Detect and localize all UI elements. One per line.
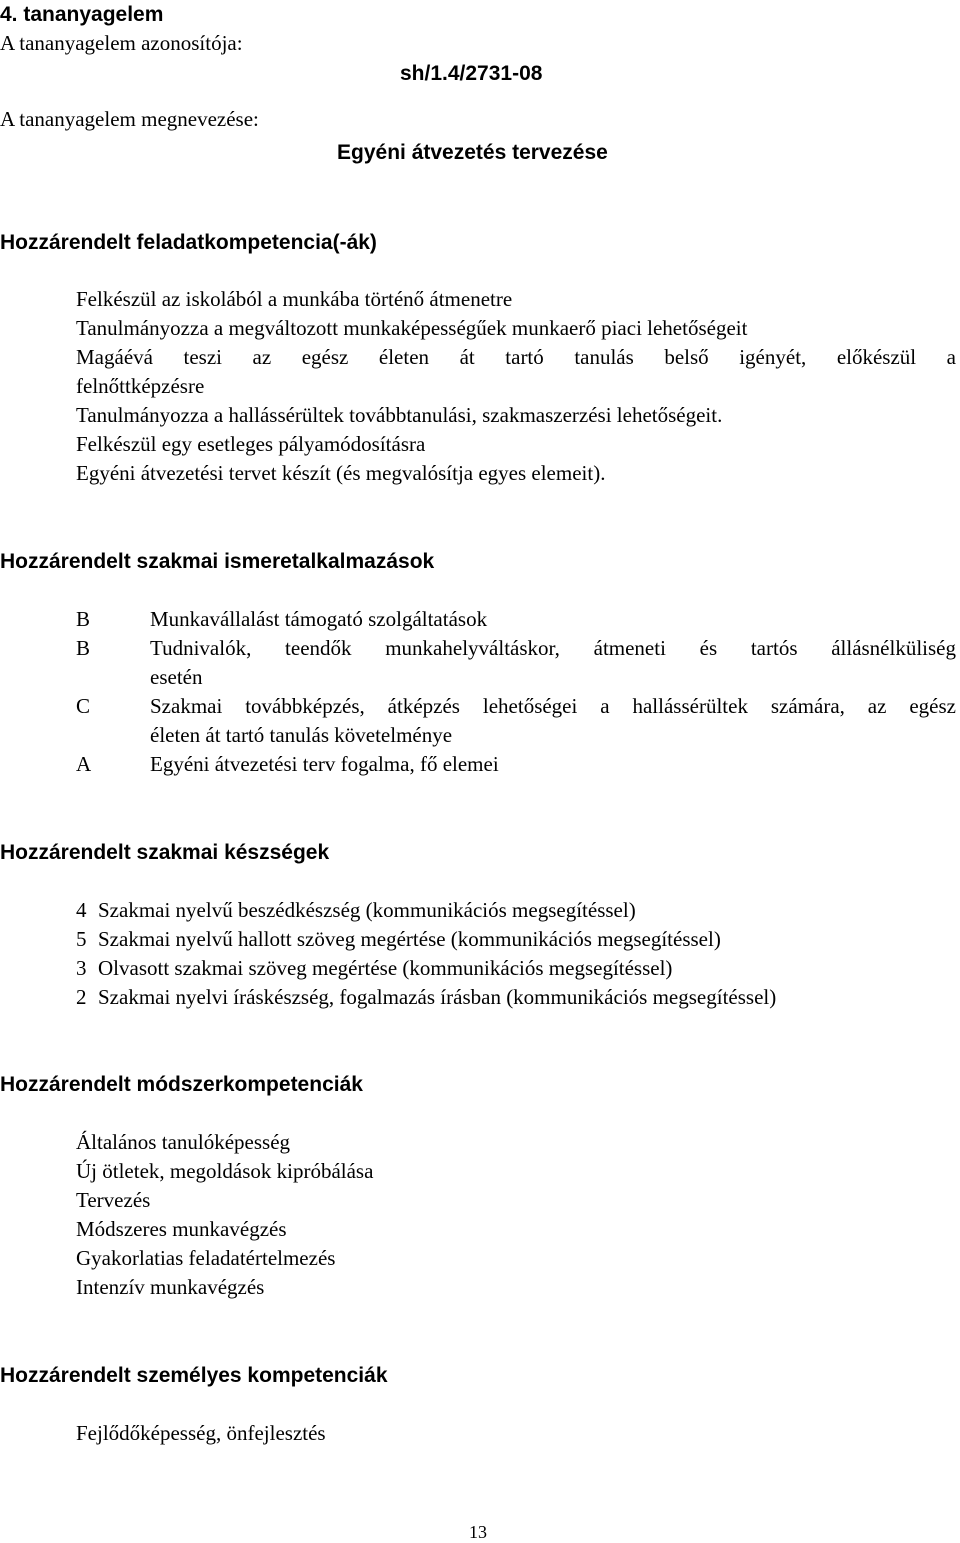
keszseg-list (76, 896, 776, 1012)
ismeret-text: Tudnivalók, teendők munkahelyváltáskor, átmeneti és tartós állásnélküliség (150, 636, 956, 660)
modszer-heading: Hozzárendelt módszerkompetenciák (0, 1073, 363, 1096)
feladat-line: Magáévá teszi az egész életen át tartó tanulás belső igényét, előkészül a (76, 345, 956, 369)
keszseg-level: 4 (76, 898, 87, 922)
ismeret-text-cont: életen át tartó tanulás követelménye (150, 723, 453, 747)
ismeret-level: B (76, 636, 91, 660)
ismeret-text-cont: esetén (150, 665, 203, 689)
modszer-item: Intenzív munkavégzés (76, 1275, 265, 1299)
feladat-line: Tanulmányozza a hallássérültek továbbtanulási, szakmaszerzési lehetőségeit. (76, 403, 723, 427)
keszseg-text: Szakmai nyelvű beszédkészség (kommunikációs megsegítéssel) (98, 898, 636, 922)
feladat-line: Felkészül egy esetleges pályamódosításra (76, 432, 426, 456)
name-label: A tananyagelem megnevezése: (0, 107, 259, 131)
modszer-item: Módszeres munkavégzés (76, 1217, 287, 1241)
feladat-line: Felkészül az iskolából a munkába történő átmenetre (76, 287, 513, 311)
modszer-item: Általános tanulóképesség (76, 1130, 291, 1154)
ismeret-text: Szakmai továbbképzés, átképzés lehetőségei a hallássérültek számára, az egész (150, 694, 956, 718)
keszseg-item (76, 983, 776, 1012)
ismeret-level: B (76, 607, 91, 631)
ismeret-text: Egyéni átvezetési terv fogalma, fő elemei (150, 752, 499, 776)
id-label: A tananyagelem azonosítója: (0, 31, 243, 55)
page-number: 13 (469, 1522, 487, 1542)
modszer-item: Tervezés (76, 1188, 151, 1212)
szemelyes-heading: Hozzárendelt személyes kompetenciák (0, 1364, 388, 1387)
section-title: 4. tananyagelem (0, 3, 164, 26)
feladat-heading: Hozzárendelt feladatkompetencia(-ák) (0, 231, 377, 254)
keszseg-text: Szakmai nyelvi íráskészség, fogalmazás írásban (kommunikációs megsegítéssel) (98, 985, 777, 1009)
keszseg-item (76, 954, 776, 983)
ismeret-text: Munkavállalást támogató szolgáltatások (150, 607, 488, 631)
keszseg-level: 3 (76, 956, 87, 980)
ismeret-level: A (76, 752, 92, 776)
keszseg-level: 2 (76, 985, 87, 1009)
ismeret-heading: Hozzárendelt szakmai ismeretalkalmazások (0, 550, 435, 573)
feladat-line: felnőttképzésre (76, 374, 205, 398)
name-value: Egyéni átvezetés tervezése (337, 141, 608, 164)
modszer-item: Gyakorlatias feladatértelmezés (76, 1246, 336, 1270)
keszseg-heading: Hozzárendelt szakmai készségek (0, 841, 330, 864)
modszer-item: Új ötletek, megoldások kipróbálása (76, 1159, 374, 1183)
keszseg-level: 5 (76, 927, 87, 951)
modszer-list (76, 1128, 373, 1302)
keszseg-text: Szakmai nyelvű hallott szöveg megértése (kommunikációs megsegítéssel) (98, 927, 721, 951)
szemelyes-list (76, 1419, 326, 1448)
feladat-line: Egyéni átvezetési tervet készít (és megvalósítja egyes elemeit). (76, 461, 606, 485)
szemelyes-item: Fejlődőképesség, önfejlesztés (76, 1421, 326, 1445)
keszseg-text: Olvasott szakmai szöveg megértése (kommunikációs megsegítéssel) (98, 956, 673, 980)
id-value: sh/1.4/2731-08 (400, 62, 543, 85)
keszseg-item (76, 896, 776, 925)
keszseg-item (76, 925, 776, 954)
ismeret-level: C (76, 694, 91, 718)
feladat-line: Tanulmányozza a megváltozott munkaképességűek munkaerő piaci lehetőségeit (76, 316, 748, 340)
